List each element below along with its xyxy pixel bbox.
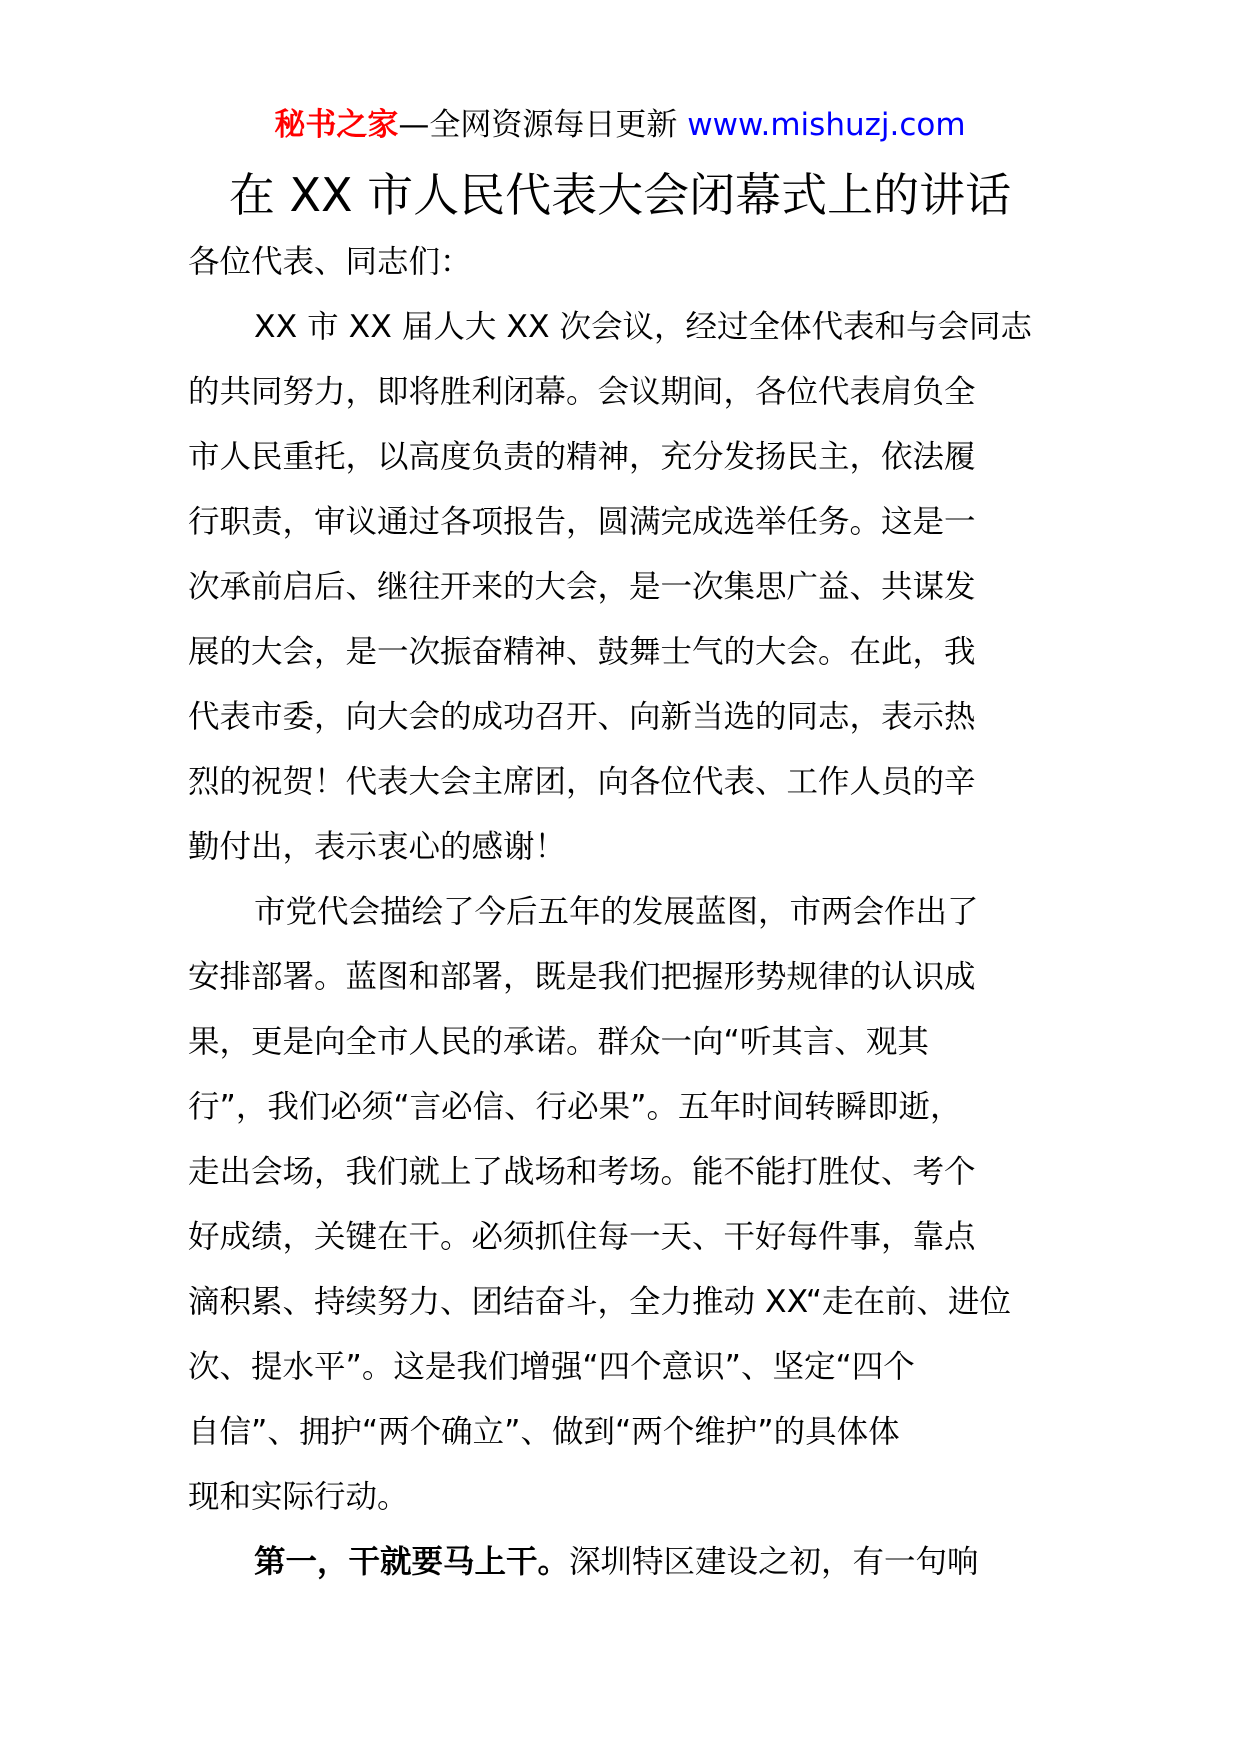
text-line: 果，更是向全市人民的承诺。群众一向“听其言、观其 <box>188 1024 929 1060</box>
text-line: 烈的祝贺！代表大会主席团，向各位代表、工作人员的辛 <box>188 764 976 800</box>
section-lead: 第一，干就要马上干。 <box>254 1544 570 1580</box>
salutation: 各位代表、同志们： <box>188 244 472 280</box>
text-line: 自信”、拥护“两个确立”、做到“两个维护”的具体体 <box>188 1414 900 1450</box>
text-line: 好成绩，关键在干。必须抓住每一天、干好每件事，靠点 <box>188 1219 976 1255</box>
paragraph-3 <box>188 1530 1038 1595</box>
text-line: 次、提水平”。这是我们增强“四个意识”、坚定“四个 <box>188 1349 915 1385</box>
text-line: 行职责，审议通过各项报告，圆满完成选举任务。这是一 <box>188 504 976 540</box>
section-text: 深圳特区建设之初，有一句响 <box>569 1544 979 1580</box>
text-line: 行”，我们必须“言必信、行必果”。五年时间转瞬即逝， <box>188 1089 962 1125</box>
text-line: 市人民重托，以高度负责的精神，充分发扬民主，依法履 <box>188 439 976 475</box>
text-line <box>188 1530 1038 1595</box>
site-header <box>0 100 1240 150</box>
text-line: 市党代会描绘了今后五年的发展蓝图，市两会作出了 <box>254 894 979 930</box>
site-url-link[interactable]: www.mishuzj.com <box>687 107 966 143</box>
text-line: 的共同努力，即将胜利闭幕。会议期间，各位代表肩负全 <box>188 374 976 410</box>
text-line: 展的大会，是一次振奋精神、鼓舞士气的大会。在此，我 <box>188 634 976 670</box>
paragraph-2 <box>188 880 1038 1530</box>
document-body <box>188 230 1038 1595</box>
text-line: 勤付出，表示衷心的感谢！ <box>188 829 567 865</box>
document-title: 在 XX 市人民代表大会闭幕式上的讲话 <box>228 168 1012 222</box>
text-line: 次承前启后、继往开来的大会，是一次集思广益、共谋发 <box>188 569 976 605</box>
paragraph-1 <box>188 295 1038 880</box>
header-tagline: —全网资源每日更新 <box>398 107 678 143</box>
brand-name: 秘书之家 <box>274 107 399 143</box>
text-line: 代表市委，向大会的成功召开、向新当选的同志，表示热 <box>188 699 976 735</box>
text-line: 滴积累、持续努力、团结奋斗，全力推动 XX“走在前、进位 <box>188 1284 1012 1320</box>
text-line: 走出会场，我们就上了战场和考场。能不能打胜仗、考个 <box>188 1154 976 1190</box>
text-line: 安排部署。蓝图和部署，既是我们把握形势规律的认识成 <box>188 959 976 995</box>
text-line: XX 市 XX 届人大 XX 次会议，经过全体代表和与会同志 <box>254 309 1033 345</box>
text-line: 现和实际行动。 <box>188 1479 409 1515</box>
